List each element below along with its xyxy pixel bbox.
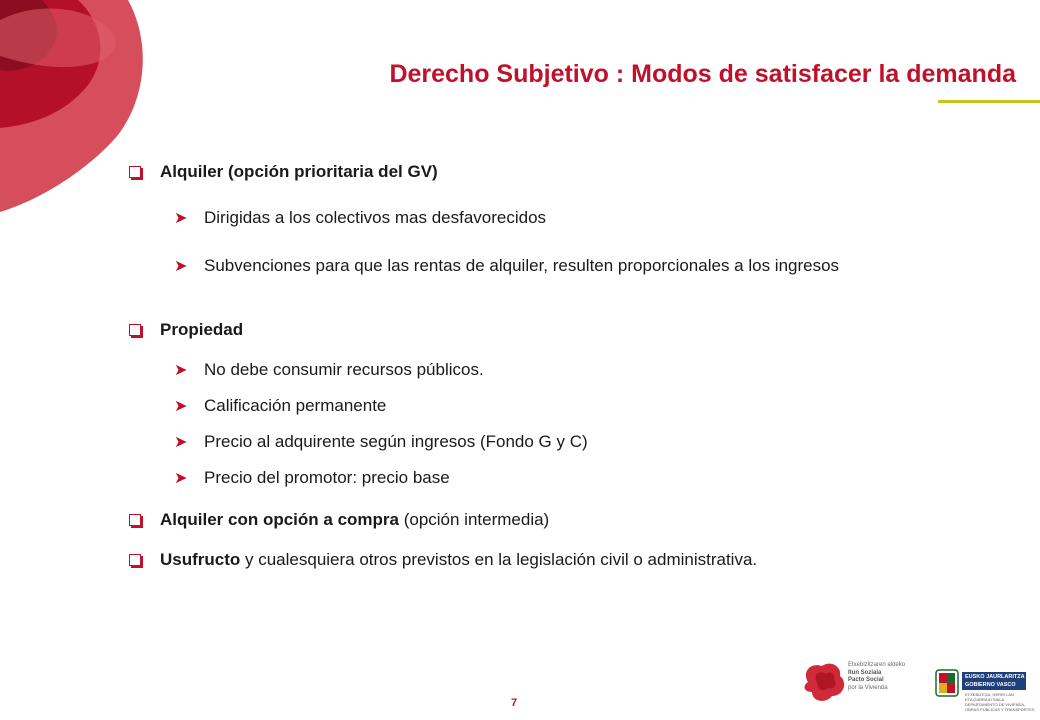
pacto-social-logo-text — [848, 662, 905, 692]
bullet-alquiler-label: Alquiler (opción prioritaria del GV) — [160, 162, 438, 181]
gv-line-2: GOBIERNO VASCO — [965, 682, 1016, 688]
bullet-alquiler-compra-rest: (opción intermedia) — [398, 510, 550, 529]
pacto-line-3: Pacto Social — [848, 677, 884, 683]
arrowhead-icon: ➤ — [174, 256, 188, 275]
arrowhead-icon: ➤ — [174, 360, 188, 379]
sub-bullet-recursos-text: No debe consumir recursos públicos. — [204, 360, 484, 379]
bullet-propiedad-label: Propiedad — [160, 320, 244, 339]
arrowhead-icon: ➤ — [174, 396, 188, 415]
gv-dept-2: ETA GARRAIO SAILA — [965, 697, 1005, 702]
slide-title: Derecho Subjetivo : Modos de satisfacer la demanda — [389, 60, 1016, 88]
sub-bullet-subvenciones — [174, 254, 960, 277]
sub-bullet-precio-promotor-text: Precio del promotor: precio base — [204, 468, 450, 487]
gv-dept-4: OBRAS PÚBLICAS Y TRANSPORTES — [965, 707, 1035, 712]
sub-bullet-precio-adquirente-text: Precio al adquirente según ingresos (Fondo G y C) — [204, 432, 588, 451]
bullet-alquiler-compra — [129, 510, 549, 530]
page-number: 7 — [511, 697, 518, 709]
gv-dept-3: DEPARTAMENTO DE VIVIENDA, — [965, 702, 1026, 707]
sub-bullet-colectivos — [174, 206, 960, 229]
gobierno-vasco-label — [962, 672, 1026, 690]
gobierno-vasco-department — [965, 692, 1035, 712]
gv-dept-1: ETXEBIZITZA, HERRI LAN — [965, 692, 1014, 697]
checkbox-square-icon — [129, 554, 141, 566]
sub-bullet-recursos — [174, 358, 960, 381]
sub-bullet-colectivos-text: Dirigidas a los colectivos mas desfavorecidos — [204, 208, 547, 227]
pacto-line-4: por la Vivienda — [848, 684, 888, 691]
bullet-usufructo-label: Usufructo — [160, 550, 241, 569]
bullet-alquiler-compra-label: Alquiler con opción a compra — [160, 510, 399, 529]
sub-bullet-subvenciones-text: Subvenciones para que las rentas de alquiler, resulten proporcionales a los ingresos — [204, 256, 840, 275]
arrowhead-icon: ➤ — [174, 432, 188, 451]
checkbox-square-icon — [129, 514, 141, 526]
sub-bullet-precio-adquirente — [174, 430, 960, 453]
sub-bullet-calificacion — [174, 394, 960, 417]
arrowhead-icon: ➤ — [174, 208, 188, 227]
bullet-propiedad — [129, 320, 243, 340]
bullet-alquiler — [129, 162, 438, 182]
pacto-line-2: Itun Soziala — [848, 669, 882, 676]
sub-bullet-calificacion-text: Calificación permanente — [204, 396, 387, 415]
checkbox-square-icon — [129, 166, 141, 178]
sub-bullet-precio-promotor — [174, 466, 960, 489]
gv-line-1: EUSKO JAURLARITZA — [965, 674, 1025, 680]
checkbox-square-icon — [129, 324, 141, 336]
pacto-line-1: Etxebizitzaren aldeko — [848, 662, 906, 668]
arrowhead-icon: ➤ — [174, 468, 188, 487]
bullet-usufructo — [129, 550, 757, 570]
bullet-usufructo-rest: y cualesquiera otros previstos en la legislación civil o administrativa. — [240, 550, 758, 569]
